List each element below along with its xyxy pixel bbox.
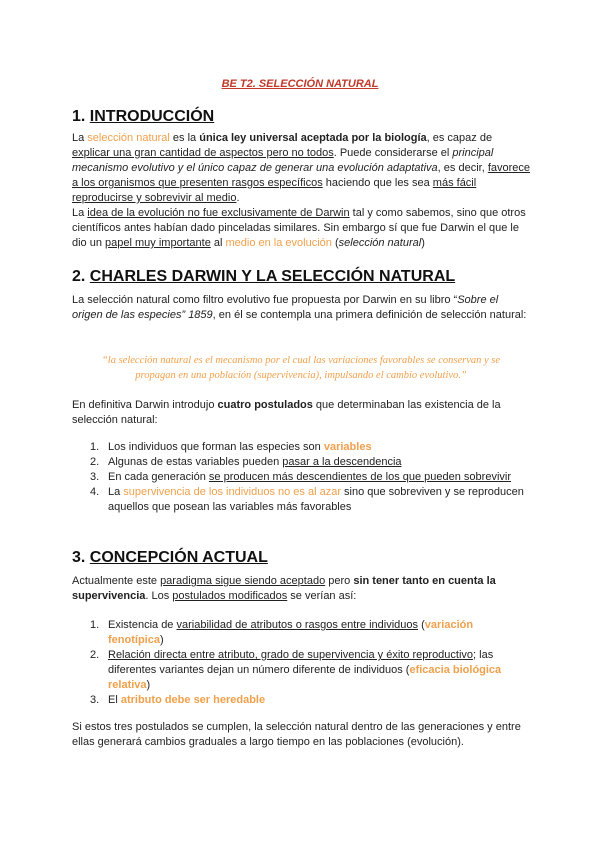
- section-2-paragraph-2: En definitiva Darwin introdujo cuatro postulados que determinaban las existencia de la selección natural:: [72, 399, 501, 426]
- modern-postulates-list: [72, 618, 530, 708]
- darwin-postulates-list: [72, 440, 530, 515]
- section-2-title: CHARLES DARWIN Y LA SELECCIÓN NATURAL: [89, 268, 456, 285]
- list-item: 2. Relación directa entre atributo, grado de supervivencia y éxito reproductivo; las diferentes variantes dejan un número diferente de individuos (eficacia biológica relativa): [90, 649, 502, 691]
- section-3-paragraph-2: Si estos tres postulados se cumplen, la selección natural dentro de las generaciones y entre ellas generará cambios graduales a largo tiempo en las poblaciones (evolución).: [72, 721, 521, 748]
- section-1-paragraph-1: La selección natural es la única ley universal aceptada por la biología, es capaz de explicar una gran cantidad de aspectos pero no todos. Puede considerarse el principal mecanismo evolutivo y el único capaz de generar una evolución adaptativa, es decir, favorece a los organismos que presenten rasgos específicos haciendo que les sea más fácil reproducirse y sobrevivir al medio.: [72, 132, 531, 204]
- section-1-paragraph-2: La idea de la evolución no fue exclusivamente de Darwin tal y como sabemos, sino que otros científicos antes habían dado pinceladas similares. Sin embargo sí que fue Darwin el que le dio un papel muy importante al medio en la evolución (selección natural): [72, 207, 526, 249]
- highlight-term: selección natural: [87, 132, 170, 144]
- list-item: 3. El atributo debe ser heredable: [90, 694, 266, 706]
- list-item: 4. La supervivencia de los individuos no es al azar sino que sobreviven y se reproducen aquellos que posean las variables más favorables: [90, 486, 524, 513]
- document-title: BE T2. SELECCIÓN NATURAL: [221, 78, 379, 90]
- section-1-number: 1.: [72, 108, 86, 125]
- section-3-title: CONCEPCIÓN ACTUAL: [89, 549, 268, 566]
- section-2-paragraph-1: La selección natural como filtro evolutivo fue propuesta por Darwin en su libro “Sobre el origen de las especies” 1859, en él se contempla una primera definición de selección natural:: [72, 294, 527, 321]
- section-1-heading: [72, 108, 214, 126]
- darwin-quote: “la selección natural es el mecanismo por el cual las variaciones favorables se conservan y se propagan en una población (supervivencia), impulsando el cambio evolutivo.”: [101, 355, 501, 381]
- section-3-number: 3.: [72, 549, 86, 566]
- section-1-title: INTRODUCCIÓN: [89, 108, 215, 125]
- section-2-number: 2.: [72, 268, 86, 285]
- section-2-heading: [72, 268, 455, 286]
- section-3-heading: [72, 549, 268, 567]
- list-item: 1. Existencia de variabilidad de atributos o rasgos entre individuos (variación fenotípica): [90, 619, 474, 646]
- list-item: 2. Algunas de estas variables pueden pasar a la descendencia: [90, 456, 402, 468]
- list-item: 1. Los individuos que forman las especies son variables: [90, 441, 372, 453]
- list-item: 3. En cada generación se producen más descendientes de los que pueden sobrevivir: [90, 471, 512, 483]
- section-3-paragraph-1: Actualmente este paradigma sigue siendo aceptado pero sin tener tanto en cuenta la supervivencia. Los postulados modificados se verían así:: [72, 575, 496, 602]
